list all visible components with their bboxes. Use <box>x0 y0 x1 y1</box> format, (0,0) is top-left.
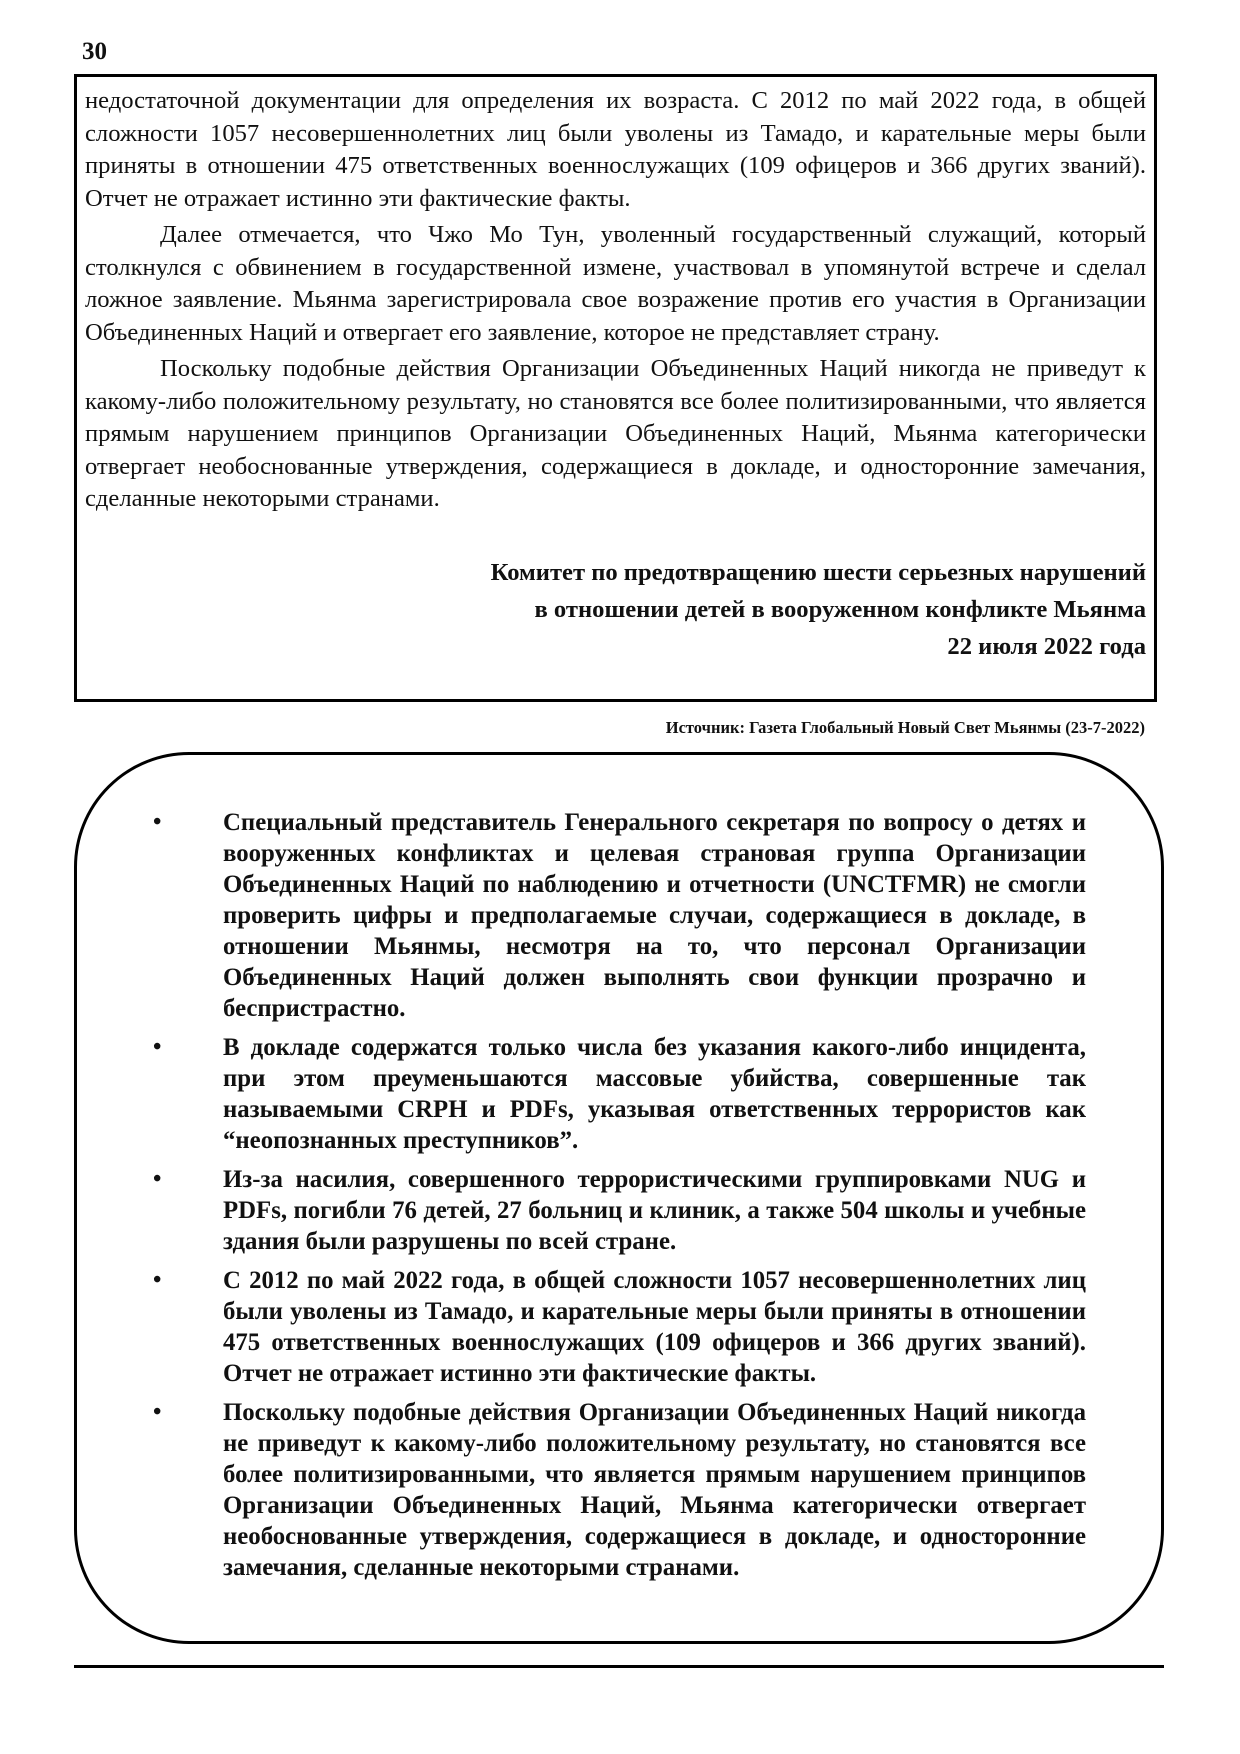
summary-bullet-1 <box>147 807 1086 1024</box>
page-number: 30 <box>82 38 107 65</box>
signature-block <box>85 554 1146 665</box>
bullet-icon: • <box>153 1166 162 1192</box>
bullet-icon: • <box>153 1034 162 1060</box>
signature-line-1: Комитет по предотвращению шести серьезных нарушений <box>490 558 1146 586</box>
statement-paragraph-2: Далее отмечается, что Чжо Мо Тун, уволенный государственный служащий, который столкнулся с обвинением в государственной измене, участвовал в упомянутой встрече и сделал ложное заявление. Мьянма зарегистрировала свое возражение против его участия в Организации Объединенных Наций и отвергает его заявление, которое не представляет страну. <box>85 221 1146 346</box>
source-citation: Источник: Газета Глобальный Новый Свет Мьянмы (23-7-2022) <box>665 718 1145 737</box>
bullet-icon: • <box>153 1399 162 1425</box>
bottom-rule <box>74 1665 1164 1668</box>
summary-bullet-text: С 2012 по май 2022 года, в общей сложности 1057 несовершеннолетних лиц были уволены из Тамадо, и карательные меры были приняты в отношении 475 ответственных военнослужащих (109 офицеров и 366 других званий). Отчет не отражает истинно эти фактические факты. <box>223 1267 1086 1387</box>
statement-box <box>74 74 1157 702</box>
summary-bullet-text: Специальный представитель Генерального секретаря по вопросу о детях и вооруженных конфликтах и целевая страновая группа Организации Объединенных Наций по наблюдению и отчетности (UNCTFMR) не смогли проверить цифры и предполагаемые случаи, содержащиеся в докладе, в отношении Мьянмы, несмотря на то, что персонал Организации Объединенных Наций должен выполнять свои функции прозрачно и беспристрастно. <box>223 809 1086 1022</box>
signature-line-2: в отношении детей в вооруженном конфликте Мьянма <box>534 595 1146 623</box>
summary-bullet-3 <box>147 1164 1086 1257</box>
summary-bullet-5 <box>147 1397 1086 1583</box>
summary-bullet-text: Поскольку подобные действия Организации Объединенных Наций никогда не приведут к какому-либо положительному результату, но становятся все более политизированными, что является прямым нарушением принципов Организации Объединенных Наций, Мьянма категорически отвергает необоснованные утверждения, содержащиеся в докладе, и односторонние замечания, сделанные некоторыми странами. <box>223 1399 1086 1581</box>
summary-box <box>74 752 1164 1644</box>
summary-bullet-list <box>147 807 1086 1583</box>
summary-bullet-4 <box>147 1265 1086 1389</box>
summary-bullet-text: В докладе содержатся только числа без указания какого-либо инцидента, при этом преуменьшаются массовые убийства, совершенные так называемыми CRPH и PDFs, указывая ответственных террористов как “неопознанных преступников”. <box>223 1034 1086 1154</box>
summary-bullet-2 <box>147 1032 1086 1156</box>
signature-date: 22 июля 2022 года <box>947 632 1146 660</box>
bullet-icon: • <box>153 1267 162 1293</box>
bullet-icon: • <box>153 809 162 835</box>
statement-paragraph-1: недостаточной документации для определения их возраста. С 2012 по май 2022 года, в общей сложности 1057 несовершеннолетних лиц были уволены из Тамадо, и карательные меры были приняты в отношении 475 ответственных военнослужащих (109 офицеров и 366 других званий). Отчет не отражает истинно эти фактические факты. <box>85 87 1146 212</box>
statement-paragraph-3: Поскольку подобные действия Организации Объединенных Наций никогда не приведут к какому-либо положительному результату, но становятся все более политизированными, что является прямым нарушением принципов Организации Объединенных Наций, Мьянма категорически отвергает необоснованные утверждения, содержащиеся в докладе, и односторонние замечания, сделанные некоторыми странами. <box>85 355 1146 512</box>
summary-bullet-text: Из-за насилия, совершенного террористическими группировками NUG и PDFs, погибли 76 детей, 27 больниц и клиник, а также 504 школы и учебные здания были разрушены по всей стране. <box>223 1166 1086 1255</box>
